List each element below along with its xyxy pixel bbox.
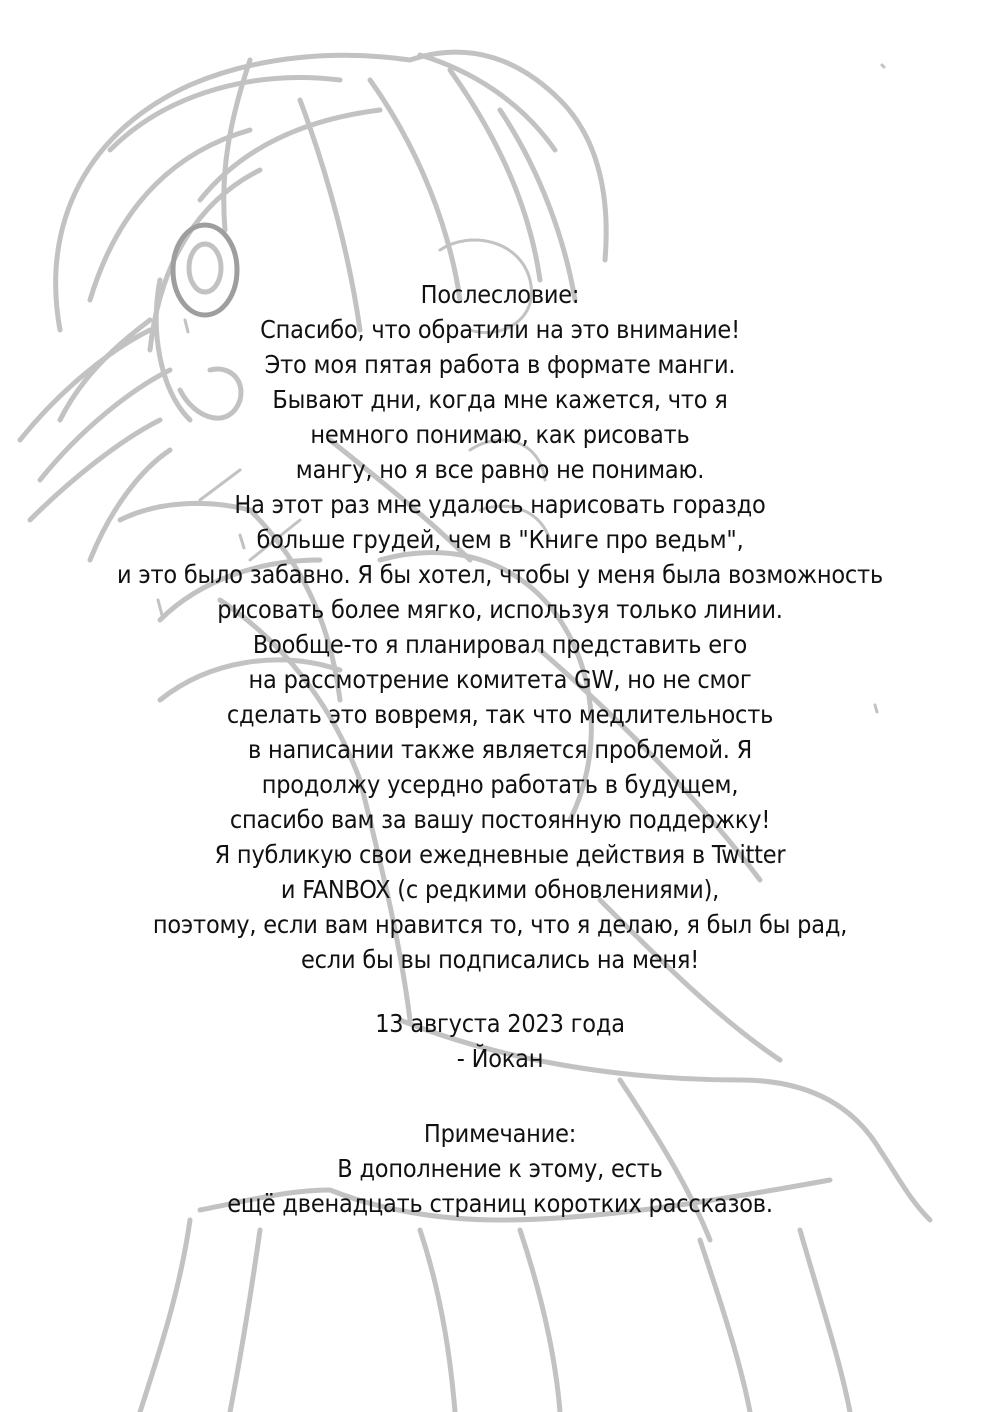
afterword-line: больше грудей, чем в "Книге про ведьм",	[256, 525, 744, 554]
afterword-line: немного понимаю, как рисовать	[310, 420, 690, 449]
afterword-line: Это моя пятая работа в формате манги.	[264, 350, 736, 379]
afterword-line: и FANBOX (с редкими обновлениями),	[280, 875, 720, 904]
afterword-line: сделать это вовремя, так что медлительность	[226, 700, 774, 729]
signature-block	[0, 1006, 1000, 1076]
afterword-line: рисовать более мягко, используя только линии.	[217, 595, 783, 624]
afterword-line: спасибо вам за вашу постоянную поддержку!	[229, 805, 771, 834]
afterword-line: на рассмотрение комитета GW, но не смог	[248, 665, 752, 694]
afterword-heading: Послесловие:	[420, 280, 580, 309]
note-block	[0, 1116, 1000, 1221]
signature-author: - Йокан	[456, 1044, 544, 1073]
note-heading: Примечание:	[423, 1119, 577, 1148]
note-line: ещё двенадцать страниц коротких рассказов.	[227, 1189, 773, 1218]
afterword-line: поэтому, если вам нравится то, что я делаю, я был бы рад,	[152, 910, 848, 939]
afterword-line: и это было забавно. Я бы хотел, чтобы у меня была возможность	[116, 560, 884, 589]
note-line: В дополнение к этому, есть	[337, 1154, 663, 1183]
afterword-line: Вообще-то я планировал представить его	[252, 630, 748, 659]
signature-date: 13 августа 2023 года	[375, 1009, 625, 1038]
afterword-line: если бы вы подписались на меня!	[301, 945, 699, 974]
afterword-text	[0, 277, 1000, 977]
afterword-line: в написании также является проблемой. Я	[247, 735, 753, 764]
afterword-line: Бывают дни, когда мне кажется, что я	[272, 385, 728, 414]
afterword-line: На этот раз мне удалось нарисовать гораздо	[234, 490, 766, 519]
afterword-line: Я публикую свои ежедневные действия в Twitter	[214, 840, 786, 869]
afterword-line: продолжу усердно работать в будущем,	[261, 770, 739, 799]
afterword-line: мангу, но я все равно не понимаю.	[295, 455, 705, 484]
afterword-line: Спасибо, что обратили на это внимание!	[260, 315, 740, 344]
